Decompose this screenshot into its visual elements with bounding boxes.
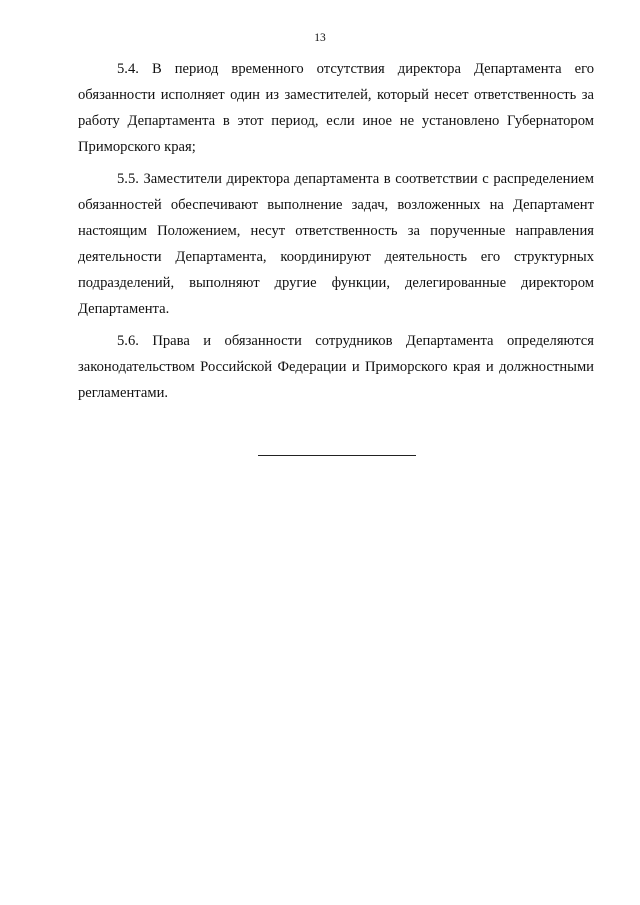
paragraph-number: 5.5. [117, 171, 139, 187]
paragraph-text: Права и обязанности сотрудников Департамента определяются законодательством Российской Федерации и Приморского края и должностными регламентами. [78, 333, 594, 401]
paragraph-number: 5.6. [117, 333, 139, 349]
page-number: 13 [314, 32, 326, 44]
end-separator-line [258, 455, 416, 456]
paragraph-5-4 [78, 56, 594, 160]
paragraph-5-6 [78, 328, 594, 406]
document-body [78, 56, 594, 412]
paragraph-number: 5.4. [117, 61, 139, 77]
paragraph-text: В период временного отсутствия директора Департамента его обязанности исполняет один из заместителей, который несет ответственность за работу Департамента в этот период, если иное не установлено Губернатором Приморского края; [78, 61, 594, 155]
paragraph-text: Заместители директора департамента в соответствии с распределением обязанностей обеспечивают выполнение задач, возложенных на Департамент настоящим Положением, несут ответственность за порученные направления деятельности Департамента, координируют деятельность его структурных подразделений, выполняют другие функции, делегированные директором Департамента. [78, 171, 594, 317]
paragraph-5-5 [78, 166, 594, 322]
